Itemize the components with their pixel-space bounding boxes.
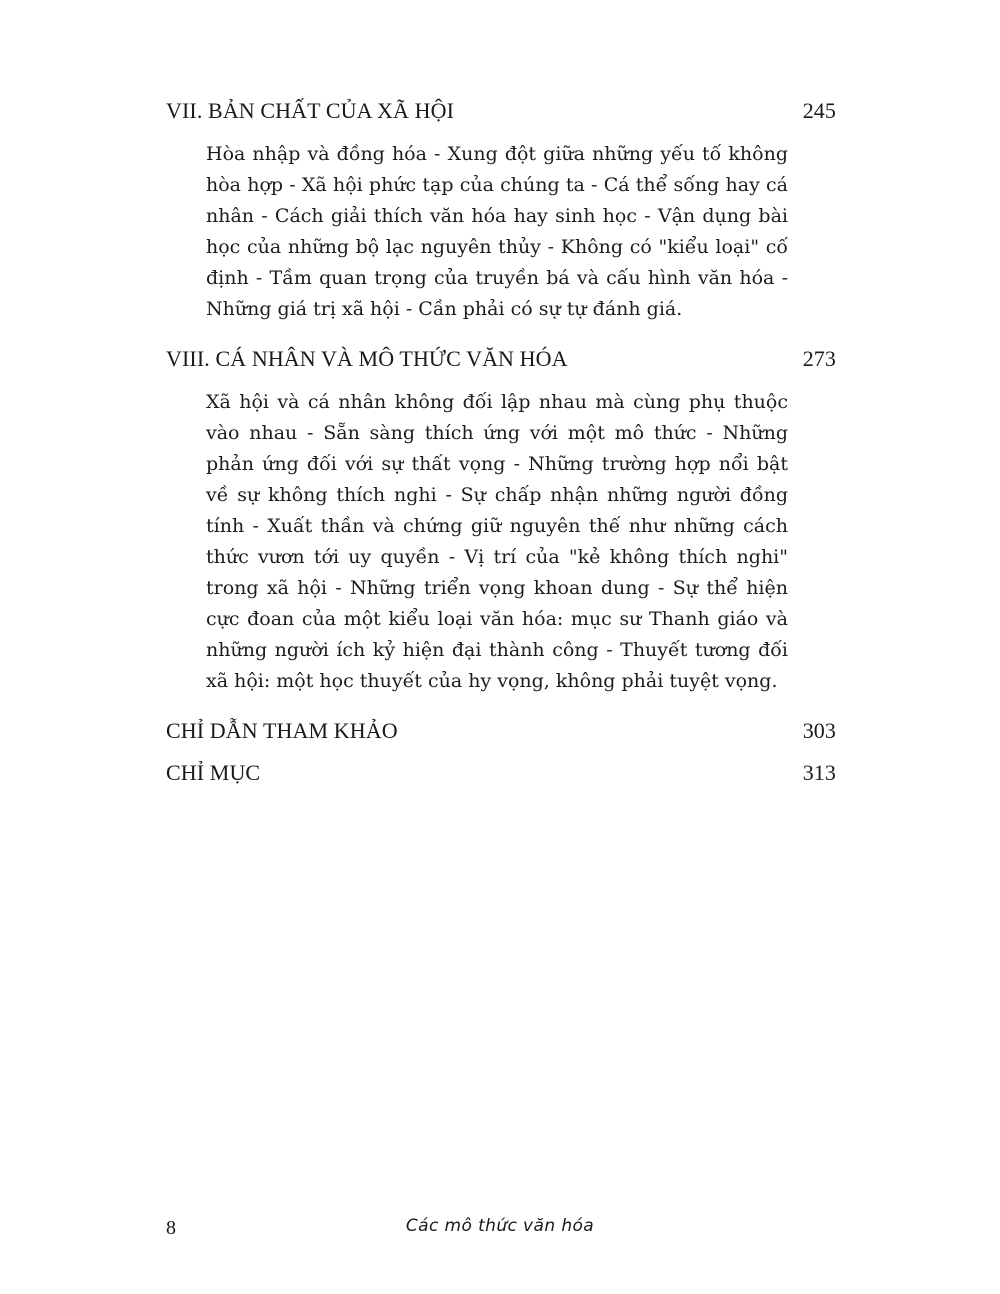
toc-title-chapter-8: VIII. CÁ NHÂN VÀ MÔ THỨC VĂN HÓA — [166, 346, 568, 371]
toc-title-chapter-7: VII. BẢN CHẤT CỦA XÃ HỘI — [166, 98, 454, 123]
page-number: 8 — [166, 1217, 176, 1239]
toc-entry-references — [166, 716, 836, 746]
toc-page-chapter-8: 273 — [802, 346, 836, 371]
toc-entry-index — [166, 758, 836, 788]
toc-page-references: 303 — [802, 718, 836, 743]
toc-page-index: 313 — [802, 760, 836, 785]
toc-title-index: CHỈ MỤC — [166, 760, 261, 785]
toc-entry-chapter-8 — [166, 344, 836, 374]
toc-title-references: CHỈ DẪN THAM KHẢO — [166, 718, 398, 743]
toc-description-chapter-7: Hòa nhập và đồng hóa - Xung đột giữa những yếu tố không hòa hợp - Xã hội phức tạp của chúng ta - Cá thể sống hay cá nhân - Cách giải thích văn hóa hay sinh học - Vận dụng bài học của những bộ lạc nguyên thủy - Không có "kiểu loại" cố định - Tầm quan trọng của truyền bá và cấu hình văn hóa - Những giá trị xã hội - Cần phải có sự tự đánh giá. — [206, 143, 788, 320]
toc-description-chapter-8: Xã hội và cá nhân không đối lập nhau mà cùng phụ thuộc vào nhau - Sẵn sàng thích ứng với một mô thức - Những phản ứng đối với sự thất vọng - Những trường hợp nổi bật về sự không thích nghi - Sự chấp nhận những người đồng tính - Xuất thần và chứng giữ nguyên thế như những cách thức vươn tới uy quyền - Vị trí của "kẻ không thích nghi" trong xã hội - Những triển vọng khoan dung - Sự thể hiện cực đoan của một kiểu loại văn hóa: mục sư Thanh giáo và những người ích kỷ hiện đại thành công - Thuyết tương đối xã hội: một học thuyết của hy vọng, không phải tuyệt vọng. — [206, 391, 788, 692]
toc-entry-chapter-7 — [166, 96, 836, 126]
toc-page-chapter-7: 245 — [802, 98, 836, 123]
running-footer-title: Các mô thức văn hóa — [405, 1216, 595, 1236]
